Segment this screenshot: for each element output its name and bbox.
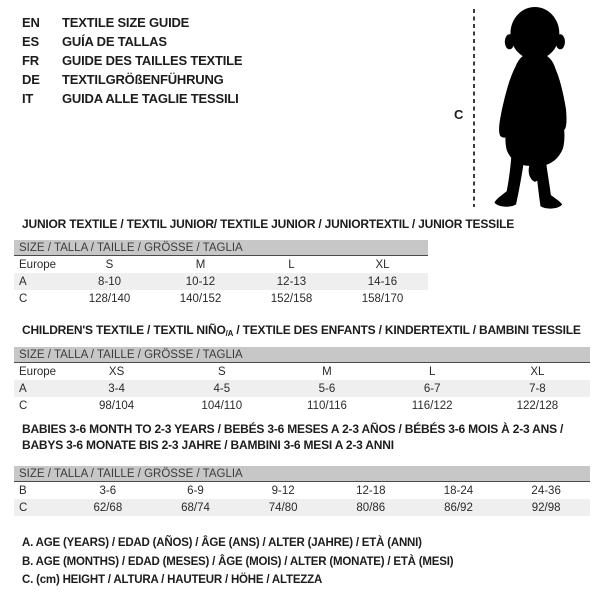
table-row-age-months <box>14 482 590 500</box>
age-cell: 8-10 <box>64 273 155 290</box>
size-header-row <box>14 466 590 482</box>
size-cell: M <box>322 365 332 378</box>
lang-row-es <box>22 32 242 51</box>
babies-table-title <box>22 421 563 453</box>
babies-title-line2: BABYS 3-6 MONATE BIS 2-3 JAHRE / BAMBINI 3-6 MESI A 2-3 ANNI <box>22 438 394 452</box>
size-header-row <box>14 347 590 363</box>
footnote-c: C. (cm) HEIGHT / ALTURA / HAUTEUR / HÖHE / ALTEZZA <box>22 574 323 586</box>
size-cell: L <box>428 365 436 378</box>
row-label: Europe <box>19 258 57 271</box>
row-label: C <box>14 499 64 516</box>
height-cell: 86/92 <box>415 499 503 516</box>
junior-table-title: JUNIOR TEXTILE / TEXTIL JUNIOR/ TEXTILE JUNIOR / JUNIORTEXTIL / JUNIOR TESSILE <box>22 217 515 231</box>
lang-title: TEXTILGRÖßENFÜHRUNG <box>62 72 224 87</box>
age-cell: 24-36 <box>531 484 561 497</box>
size-cell: S <box>217 365 226 378</box>
table-row-height <box>14 290 428 307</box>
height-cell: 110/116 <box>307 399 347 412</box>
lang-row-it <box>22 89 242 108</box>
children-title-part1: CHILDREN'S TEXTILE / TEXTIL NIÑO <box>22 323 226 337</box>
height-cell: 62/68 <box>64 499 152 516</box>
age-cell: 3-6 <box>99 484 117 497</box>
lang-code: FR <box>22 53 39 68</box>
height-cell: 92/98 <box>502 499 590 516</box>
age-cell: 18-24 <box>443 484 474 497</box>
size-header-label: SIZE / TALLA / TAILLE / GRÖSSE / TAGLIA <box>14 347 590 363</box>
size-header-label: SIZE / TALLA / TAILLE / GRÖSSE / TAGLIA <box>14 240 428 256</box>
age-cell: 12-18 <box>356 484 386 497</box>
table-row-age <box>14 273 428 290</box>
row-label: C <box>19 399 28 412</box>
lang-row-en <box>22 13 242 32</box>
height-cell: 98/104 <box>99 399 135 412</box>
height-cell: 122/128 <box>516 399 559 412</box>
lang-code: ES <box>22 34 39 49</box>
height-cell: 80/86 <box>327 499 415 516</box>
age-cell: 6-9 <box>187 484 204 497</box>
lang-row-de <box>22 70 242 89</box>
row-label: A <box>14 273 64 290</box>
height-cell: 152/158 <box>270 292 313 305</box>
size-cell: L <box>288 258 295 271</box>
age-cell: 3-4 <box>64 380 169 397</box>
lang-code: EN <box>22 15 40 30</box>
measure-c-label: C <box>454 107 464 122</box>
lang-title: GUÍA DE TALLAS <box>62 34 167 49</box>
size-cell: XL <box>530 365 545 378</box>
age-cell: 14-16 <box>337 273 428 290</box>
legend-footnotes <box>22 534 453 590</box>
junior-size-table <box>14 240 428 307</box>
size-header-label: SIZE / TALLA / TAILLE / GRÖSSE / TAGLIA <box>14 466 590 482</box>
babies-title-line1: BABIES 3-6 MONTH TO 2-3 YEARS / BEBÉS 3-6 MESES A 2-3 AÑOS / BÉBÉS 3-6 MOIS À 2-3 ANS / <box>22 422 564 436</box>
height-cell: 158/170 <box>361 292 404 305</box>
height-cell: 116/122 <box>411 399 453 412</box>
table-row-europe <box>14 256 428 274</box>
language-title-list <box>22 13 242 108</box>
children-size-table <box>14 347 590 414</box>
row-label: Europe <box>19 365 57 378</box>
row-label: A <box>14 380 64 397</box>
table-row-height <box>14 397 590 414</box>
lang-code: DE <box>22 72 40 87</box>
children-title-part2: / TEXTILE DES ENFANTS / KINDERTEXTIL / BAMBINI TESSILE <box>233 323 581 337</box>
footnote-a: A. AGE (YEARS) / EDAD (AÑOS) / ÂGE (ANS) / ALTER (JAHRE) / ETÀ (ANNI) <box>22 537 422 549</box>
baby-silhouette-icon <box>486 5 580 212</box>
height-cell: 74/80 <box>239 499 327 516</box>
babies-size-table <box>14 466 590 516</box>
footnote-b: B. AGE (MONTHS) / EDAD (MESES) / ÂGE (MOIS) / ALTER (MONATE) / ETÀ (MESI) <box>22 555 454 568</box>
size-cell: S <box>105 258 114 271</box>
size-cell: XL <box>375 258 390 271</box>
size-cell: XS <box>108 365 125 378</box>
lang-title: GUIDE DES TAILLES TEXTILE <box>62 53 243 68</box>
table-row-age <box>14 380 590 397</box>
row-label: B <box>19 484 27 497</box>
height-cell: 68/74 <box>152 499 240 516</box>
children-title-subscript: /A <box>225 329 234 338</box>
age-cell: 7-8 <box>485 380 590 397</box>
height-dashed-line <box>473 9 475 207</box>
size-cell: M <box>195 258 206 271</box>
age-cell: 12-13 <box>246 273 337 290</box>
height-cell: 128/140 <box>88 292 131 305</box>
children-table-title <box>22 322 581 342</box>
lang-title: TEXTILE SIZE GUIDE <box>62 15 190 30</box>
height-cell: 140/152 <box>179 292 222 305</box>
age-cell: 6-7 <box>380 380 485 397</box>
lang-row-fr <box>22 51 242 70</box>
size-header-row <box>14 240 428 256</box>
table-row-height <box>14 499 590 516</box>
age-cell: 10-12 <box>155 273 246 290</box>
row-label: C <box>19 292 28 305</box>
age-cell: 5-6 <box>274 380 379 397</box>
lang-code: IT <box>22 91 34 106</box>
age-cell: 4-5 <box>169 380 274 397</box>
age-cell: 9-12 <box>271 484 295 497</box>
height-cell: 104/110 <box>201 399 243 412</box>
table-row-europe <box>14 363 590 381</box>
lang-title: GUIDA ALLE TAGLIE TESSILI <box>62 91 239 106</box>
